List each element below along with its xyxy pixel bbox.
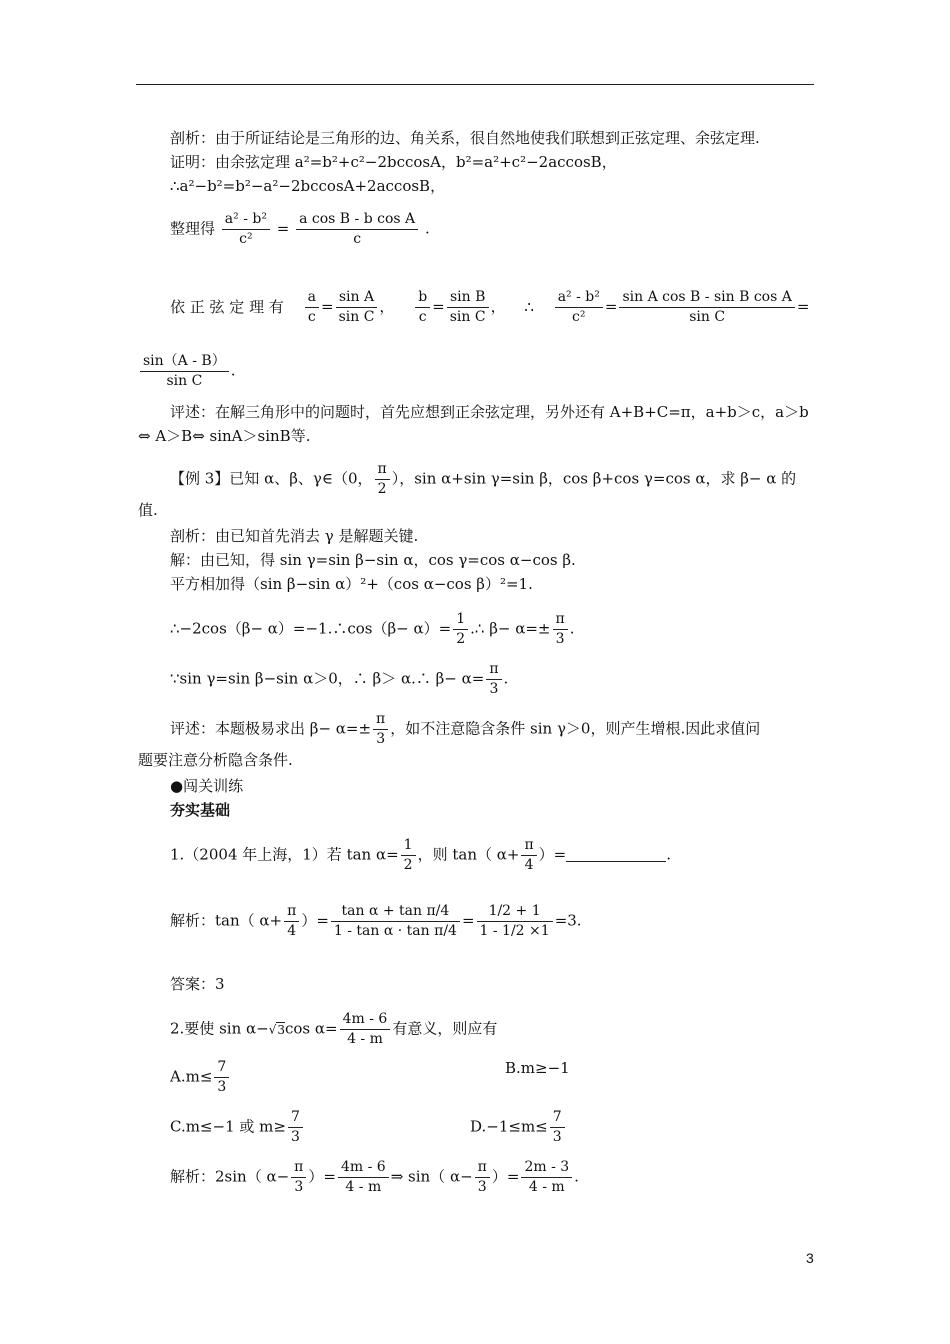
denominator: 3: [294, 1179, 304, 1195]
numerator: a cos B - b cos A: [299, 211, 416, 227]
fraction: [214, 1058, 229, 1097]
denominator: c²: [572, 309, 586, 325]
simplify-line: [170, 210, 430, 249]
solution2-line: [170, 1158, 579, 1197]
option-a-text: A.m≤: [170, 1067, 213, 1086]
question1-line: [170, 836, 671, 875]
commentary-line: 评述：在解三角形中的问题时，首先应想到正余弦定理，另外还有 A+B+C=π，a+b＞c，a＞b: [170, 403, 809, 421]
denominator: sin C: [166, 373, 203, 389]
example3-tail: 值.: [138, 501, 158, 519]
page-number: 3: [806, 1250, 814, 1266]
period: .: [503, 669, 509, 688]
example3-text: 【例 3】已知 α、β、γ∈（0，: [170, 469, 373, 488]
numerator: sin A cos B - sin B cos A: [622, 289, 792, 305]
fraction: [521, 1158, 572, 1197]
fraction: [486, 660, 501, 699]
denominator: 3: [552, 1129, 562, 1145]
analysis-line: 剖析：由于所证结论是三角形的边、角关系，很自然地使我们联想到正弦定理、余弦定理.: [170, 129, 760, 147]
analysis-line-2: 剖析：由已知首先消去 γ 是解题关键.: [170, 527, 419, 545]
fraction: [447, 288, 489, 327]
commentary-line-3: [170, 710, 760, 749]
subsection-heading: 夯实基础: [170, 801, 231, 819]
numerator: b: [418, 289, 428, 305]
denominator: sin C: [689, 309, 726, 325]
numerator: π: [287, 903, 297, 919]
fraction: [375, 460, 390, 499]
commentary-tail: 题要注意分析隐含条件.: [138, 751, 293, 769]
fraction: [291, 1158, 306, 1197]
numerator: π: [489, 661, 499, 677]
denominator: c: [307, 309, 316, 325]
fraction: [555, 288, 603, 327]
numerator: π: [524, 837, 534, 853]
solution1-line: [170, 902, 582, 941]
numerator: a² - b²: [224, 211, 267, 227]
fraction: [222, 210, 270, 249]
proof-line: 证明：由余弦定理 a²=b²+c²−2bccosA，b²=a²+c²−2accosB，: [170, 153, 617, 171]
numerator: sin（A - B）: [143, 353, 226, 369]
commentary-text: 评述：本题极易求出 β− α=±: [170, 719, 372, 738]
denominator: c: [353, 231, 362, 247]
therefore-symbol: ∴: [524, 297, 534, 316]
equals: =: [276, 219, 290, 238]
denominator: 3: [489, 681, 499, 697]
denominator: 4: [287, 923, 297, 939]
solution1-text-2: ）=: [301, 911, 329, 930]
numerator: 7: [290, 1109, 300, 1125]
denominator: 2: [377, 481, 387, 497]
header-rule: [136, 84, 814, 85]
denominator: 3: [217, 1079, 227, 1095]
example3-text-2: ），sin α+sin γ=sin β，cos β+cos γ=cos α，求 β− α 的: [391, 469, 797, 488]
cos-result-text: ∴−2cos（β− α）=−1.∴cos（β− α）=: [170, 619, 452, 638]
question2-text-3: 有意义，则应有: [392, 1019, 498, 1038]
answer-blank[interactable]: [566, 847, 666, 862]
section-heading: ●闯关训练: [170, 777, 244, 795]
denominator: 3: [290, 1129, 300, 1145]
big-fraction: [331, 902, 460, 941]
question2-text: 2.要使 sin α−: [170, 1019, 269, 1038]
period: .: [569, 619, 575, 638]
because-text: ∵sin γ=sin β−sin α＞0，∴ β＞ α.∴ β− α=: [170, 669, 485, 688]
fraction: [453, 610, 468, 649]
numerator: π: [294, 1159, 304, 1175]
fraction: [521, 836, 536, 875]
period: .: [666, 845, 672, 864]
numerator: a² - b²: [557, 289, 600, 305]
numerator: 2m - 3: [524, 1159, 570, 1175]
answer-line: 答案：3: [170, 975, 225, 993]
cos-result-text-2: .∴ β− α=±: [470, 619, 551, 638]
fraction: [619, 288, 794, 327]
solution-line: 解：由已知，得 sin γ=sin β−sin α，cos γ=cos α−cos β.: [170, 551, 576, 569]
numerator: π: [376, 711, 386, 727]
denominator: 4 - m: [347, 1031, 383, 1047]
denominator: sin C: [338, 309, 375, 325]
denominator: 3: [477, 1179, 487, 1195]
denominator: 4: [524, 857, 534, 873]
cos-result-line: [170, 610, 574, 649]
solution2-text-3: ⇒ sin（ α−: [390, 1167, 473, 1186]
example3-line: [170, 460, 796, 499]
denominator: sin C: [449, 309, 486, 325]
question1-text-2: ，则 tan（ α+: [417, 845, 520, 864]
solution2-text: 解析：2sin（ α−: [170, 1167, 290, 1186]
commentary-text-2: ，如不注意隐含条件 sin γ＞0，则产生增根.因此求值问: [390, 719, 761, 738]
fraction: [373, 710, 388, 749]
solution2-text-2: ）=: [308, 1167, 336, 1186]
numerator: 1: [456, 611, 466, 627]
sqrt-radicand: 3: [277, 1022, 285, 1037]
numerator: π: [555, 611, 565, 627]
period: .: [424, 219, 430, 238]
denominator: 3: [555, 631, 565, 647]
commentary-line-2: ⇔ A＞B⇔ sinA＞sinB等.: [138, 427, 311, 445]
fraction: [296, 210, 418, 249]
fraction: [284, 902, 299, 941]
square-add-line: 平方相加得（sin β−sin α）²+（cos α−cos β）²=1.: [170, 575, 533, 593]
denominator: c²: [239, 231, 253, 247]
numerator: 7: [552, 1109, 562, 1125]
fraction: [288, 1108, 303, 1147]
option-d-text: D.−1≤m≤: [470, 1117, 548, 1136]
denominator: 2: [456, 631, 466, 647]
numerator: 4m - 6: [342, 1011, 388, 1027]
fraction: [338, 1158, 389, 1197]
denominator: 3: [376, 731, 386, 747]
simplify-prefix: 整理得: [170, 219, 216, 238]
numerator: 4m - 6: [340, 1159, 386, 1175]
fraction: [553, 610, 568, 649]
solution2-text-4: ）=: [491, 1167, 520, 1186]
therefore-line: ∴a²−b²=b²−a²−2bccosA+2accosB，: [170, 177, 446, 195]
question2-text-2: cos α=: [285, 1019, 338, 1038]
option-b[interactable]: B.m≥−1: [505, 1059, 570, 1077]
numerator: π: [477, 1159, 487, 1175]
fraction: [140, 352, 229, 391]
fraction: [340, 1010, 391, 1049]
denominator: 4 - m: [528, 1179, 565, 1195]
sine-law-prefix: 依 正 弦 定 理 有: [170, 297, 284, 316]
numerator: 7: [217, 1059, 227, 1075]
solution1-text: 解析：tan（ α+: [170, 911, 283, 930]
option-a[interactable]: [170, 1058, 231, 1097]
numerator: tan α + tan π/4: [341, 903, 450, 919]
denominator: 4 - m: [345, 1179, 382, 1195]
numerator: a: [307, 289, 316, 305]
question1-text: 1.（2004 年上海，1）若 tan α=: [170, 845, 399, 864]
sqrt-icon: √: [268, 1022, 277, 1037]
numerator: π: [377, 461, 387, 477]
result: =3.: [554, 911, 582, 930]
fraction: [550, 1108, 565, 1147]
question2-line: [170, 1010, 497, 1049]
because-line: [170, 660, 508, 699]
fraction: [305, 288, 319, 327]
option-d[interactable]: [470, 1108, 567, 1147]
denominator: c: [418, 309, 427, 325]
big-fraction: [477, 902, 553, 941]
numerator: 1: [403, 837, 413, 853]
numerator: sin A: [338, 289, 375, 305]
fraction: [401, 836, 416, 875]
period: .: [574, 1167, 579, 1186]
sine-law-line: 依 正 弦 定 理 有 $\frac{a}{c}$ = $\frac{\text{sin A}}{\text{sin C}}$ ， $\frac{b}{c}$ = $\frac{\text{sin B}}{\text{sin C}}$ ， ∴ $\frac{\text{a² - b²}}{\text{c²}}$ = $\frac{\text{sin A cos B - sin B cos A}}{\text{sin C}}$ =: [170, 289, 810, 325]
denominator: 1 - tan α · tan π/4: [333, 923, 457, 939]
numerator: 1/2 + 1: [488, 903, 541, 919]
fraction: [336, 288, 378, 327]
question1-text-3: ）=: [538, 845, 567, 864]
option-c-text: C.m≤−1 或 m≥: [170, 1117, 286, 1136]
numerator: sin B: [449, 289, 486, 305]
fraction: [475, 1158, 490, 1197]
denominator: 1 - 1/2 ×1: [479, 923, 550, 939]
fraction: [415, 288, 430, 327]
option-c[interactable]: [170, 1108, 305, 1147]
sine-law-result: $\frac{\sin(A - B)}{\text{sin C}}$ .: [138, 352, 236, 391]
denominator: 2: [403, 857, 413, 873]
equals: =: [461, 911, 475, 930]
